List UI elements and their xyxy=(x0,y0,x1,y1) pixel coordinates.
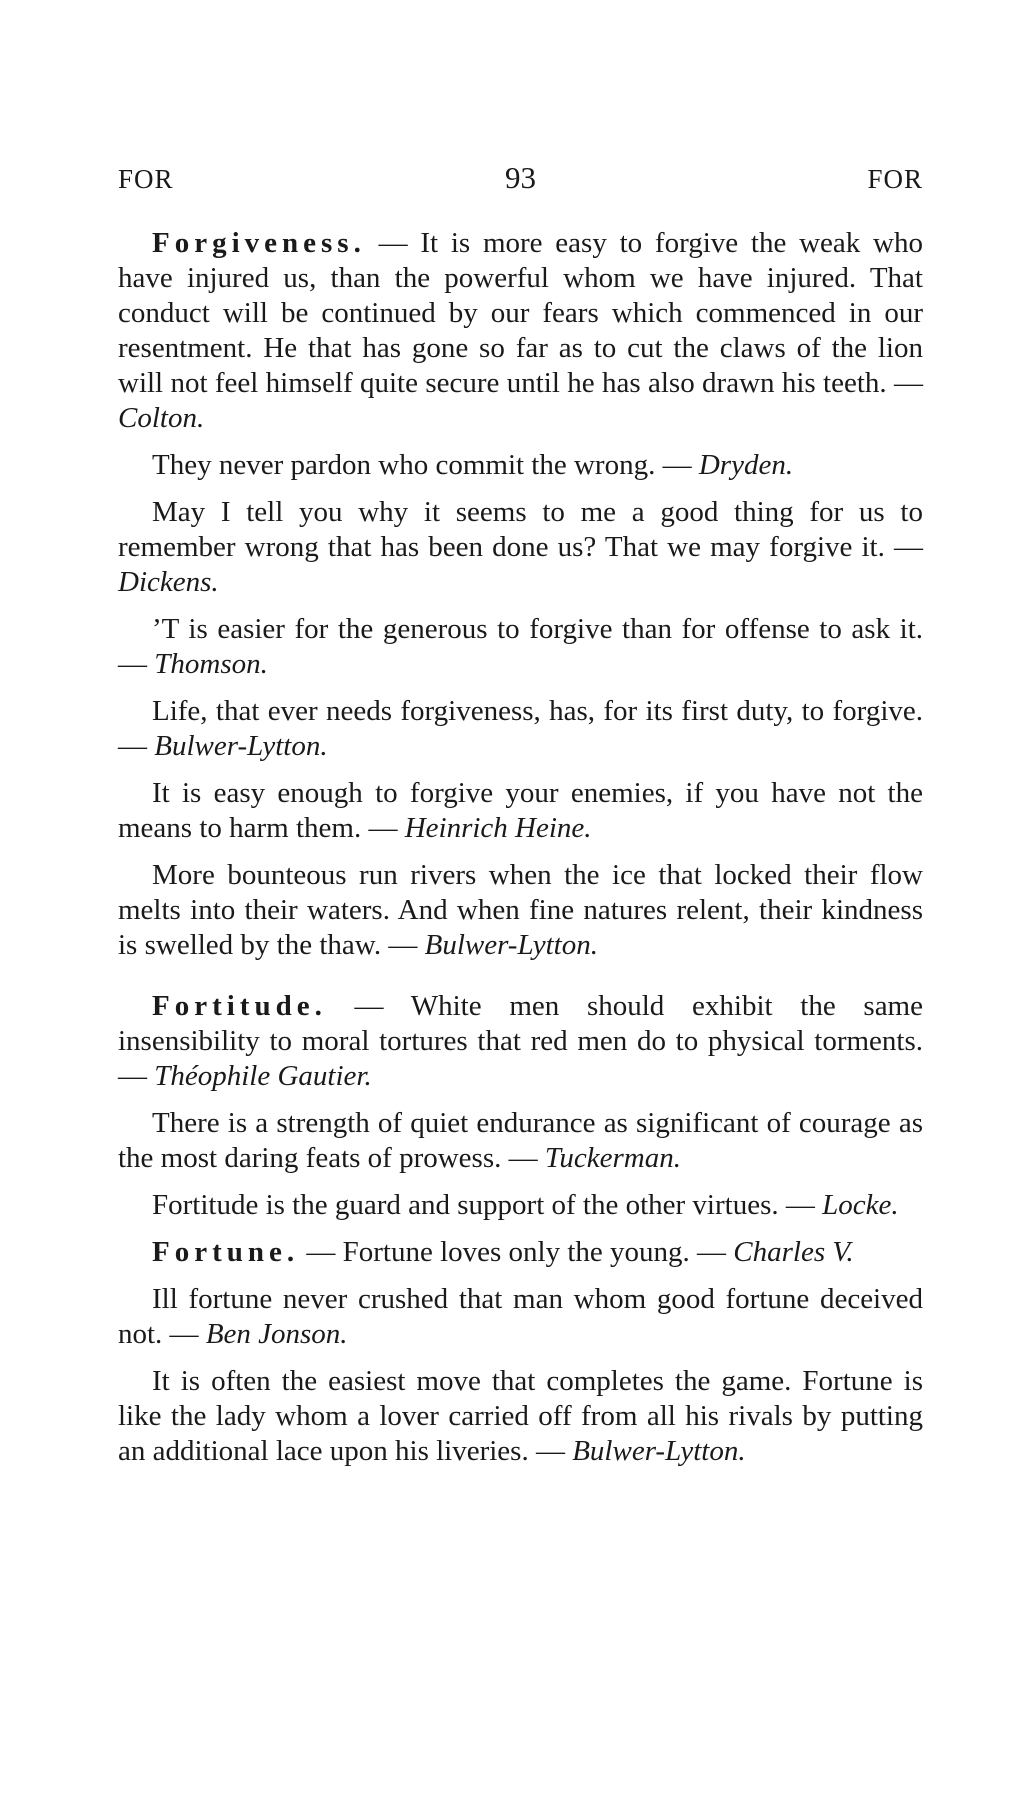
quote-author: Théophile Gautier. xyxy=(154,1060,372,1092)
quote-paragraph xyxy=(118,1282,923,1352)
quote-text: — It is more easy to forgive the weak who have injured us, than the powerful whom we have injured. That conduct will be continued by our fears which commenced in our resentment. He that has gone so far as to cut the claws of the lion will not feel himself quite secure until he has also drawn his teeth. — xyxy=(118,227,923,399)
quote-paragraph xyxy=(118,495,923,600)
quote-paragraph xyxy=(118,776,923,846)
page-number: 93 xyxy=(505,160,536,195)
quote-text: — White men should exhibit the same insensibility to moral tortures that red men do to physical torments. — xyxy=(118,990,923,1092)
quote-author: Bulwer-Lytton. xyxy=(572,1435,746,1467)
quote-text: Fortitude is the guard and support of the other virtues. — xyxy=(152,1189,823,1221)
quote-paragraph xyxy=(118,1235,923,1270)
quote-author: Dryden. xyxy=(698,449,794,481)
quote-author: Dickens. xyxy=(118,566,219,598)
quote-text: It is often the easiest move that completes the game. Fortune is like the lady whom a lover carried off from all his rivals by putting an additional lace upon his liveries. — xyxy=(118,1365,923,1467)
quote-author: Colton. xyxy=(118,402,205,434)
quote-paragraph xyxy=(118,1188,923,1223)
quote-paragraph xyxy=(118,612,923,682)
quote-paragraph xyxy=(118,858,923,963)
quote-author: Ben Jonson. xyxy=(205,1318,348,1350)
quote-author: Bulwer-Lytton. xyxy=(424,929,598,961)
quotations-body xyxy=(118,226,923,1481)
header-right-word: FOR xyxy=(867,164,923,194)
running-header xyxy=(118,160,923,200)
quote-author: Bulwer-Lytton. xyxy=(154,730,328,762)
quote-paragraph xyxy=(118,448,923,483)
quote-paragraph xyxy=(118,989,923,1094)
quote-text: It is easy enough to forgive your enemies, if you have not the means to harm them. — xyxy=(118,777,923,844)
quote-paragraph xyxy=(118,1106,923,1176)
quote-text: More bounteous run rivers when the ice that locked their flow melts into their waters. And when fine natures relent, their kindness is swelled by the thaw. — xyxy=(118,859,923,961)
quote-text: Life, that ever needs forgiveness, has, for its first duty, to forgive. — xyxy=(118,695,923,762)
quote-text: ’T is easier for the generous to forgive than for offense to ask it. — xyxy=(118,613,923,680)
quote-text: — Fortune loves only the young. — xyxy=(299,1236,734,1268)
quote-author: Heinrich Heine. xyxy=(404,812,592,844)
quote-text: There is a strength of quiet endurance as significant of courage as the most daring feats of prowess. — xyxy=(118,1107,923,1174)
quote-paragraph xyxy=(118,226,923,436)
quote-text: May I tell you why it seems to me a good thing for us to remember wrong that has been done us? That we may forgive it. — xyxy=(118,496,923,563)
header-left-word: FOR xyxy=(118,164,174,194)
quote-author: Locke. xyxy=(822,1189,899,1221)
topic-heading: Fortune. xyxy=(152,1236,300,1268)
quote-author: Tuckerman. xyxy=(544,1142,681,1174)
topic-heading: Forgiveness. xyxy=(152,227,366,259)
quote-paragraph xyxy=(118,1364,923,1469)
quote-author: Thomson. xyxy=(154,648,268,680)
quote-text: Ill fortune never crushed that man whom good fortune deceived not. — xyxy=(118,1283,923,1350)
quote-paragraph xyxy=(118,694,923,764)
quote-text: They never pardon who commit the wrong. — xyxy=(152,449,699,481)
quote-author: Charles V. xyxy=(733,1236,854,1268)
topic-heading: Fortitude. xyxy=(152,990,327,1022)
